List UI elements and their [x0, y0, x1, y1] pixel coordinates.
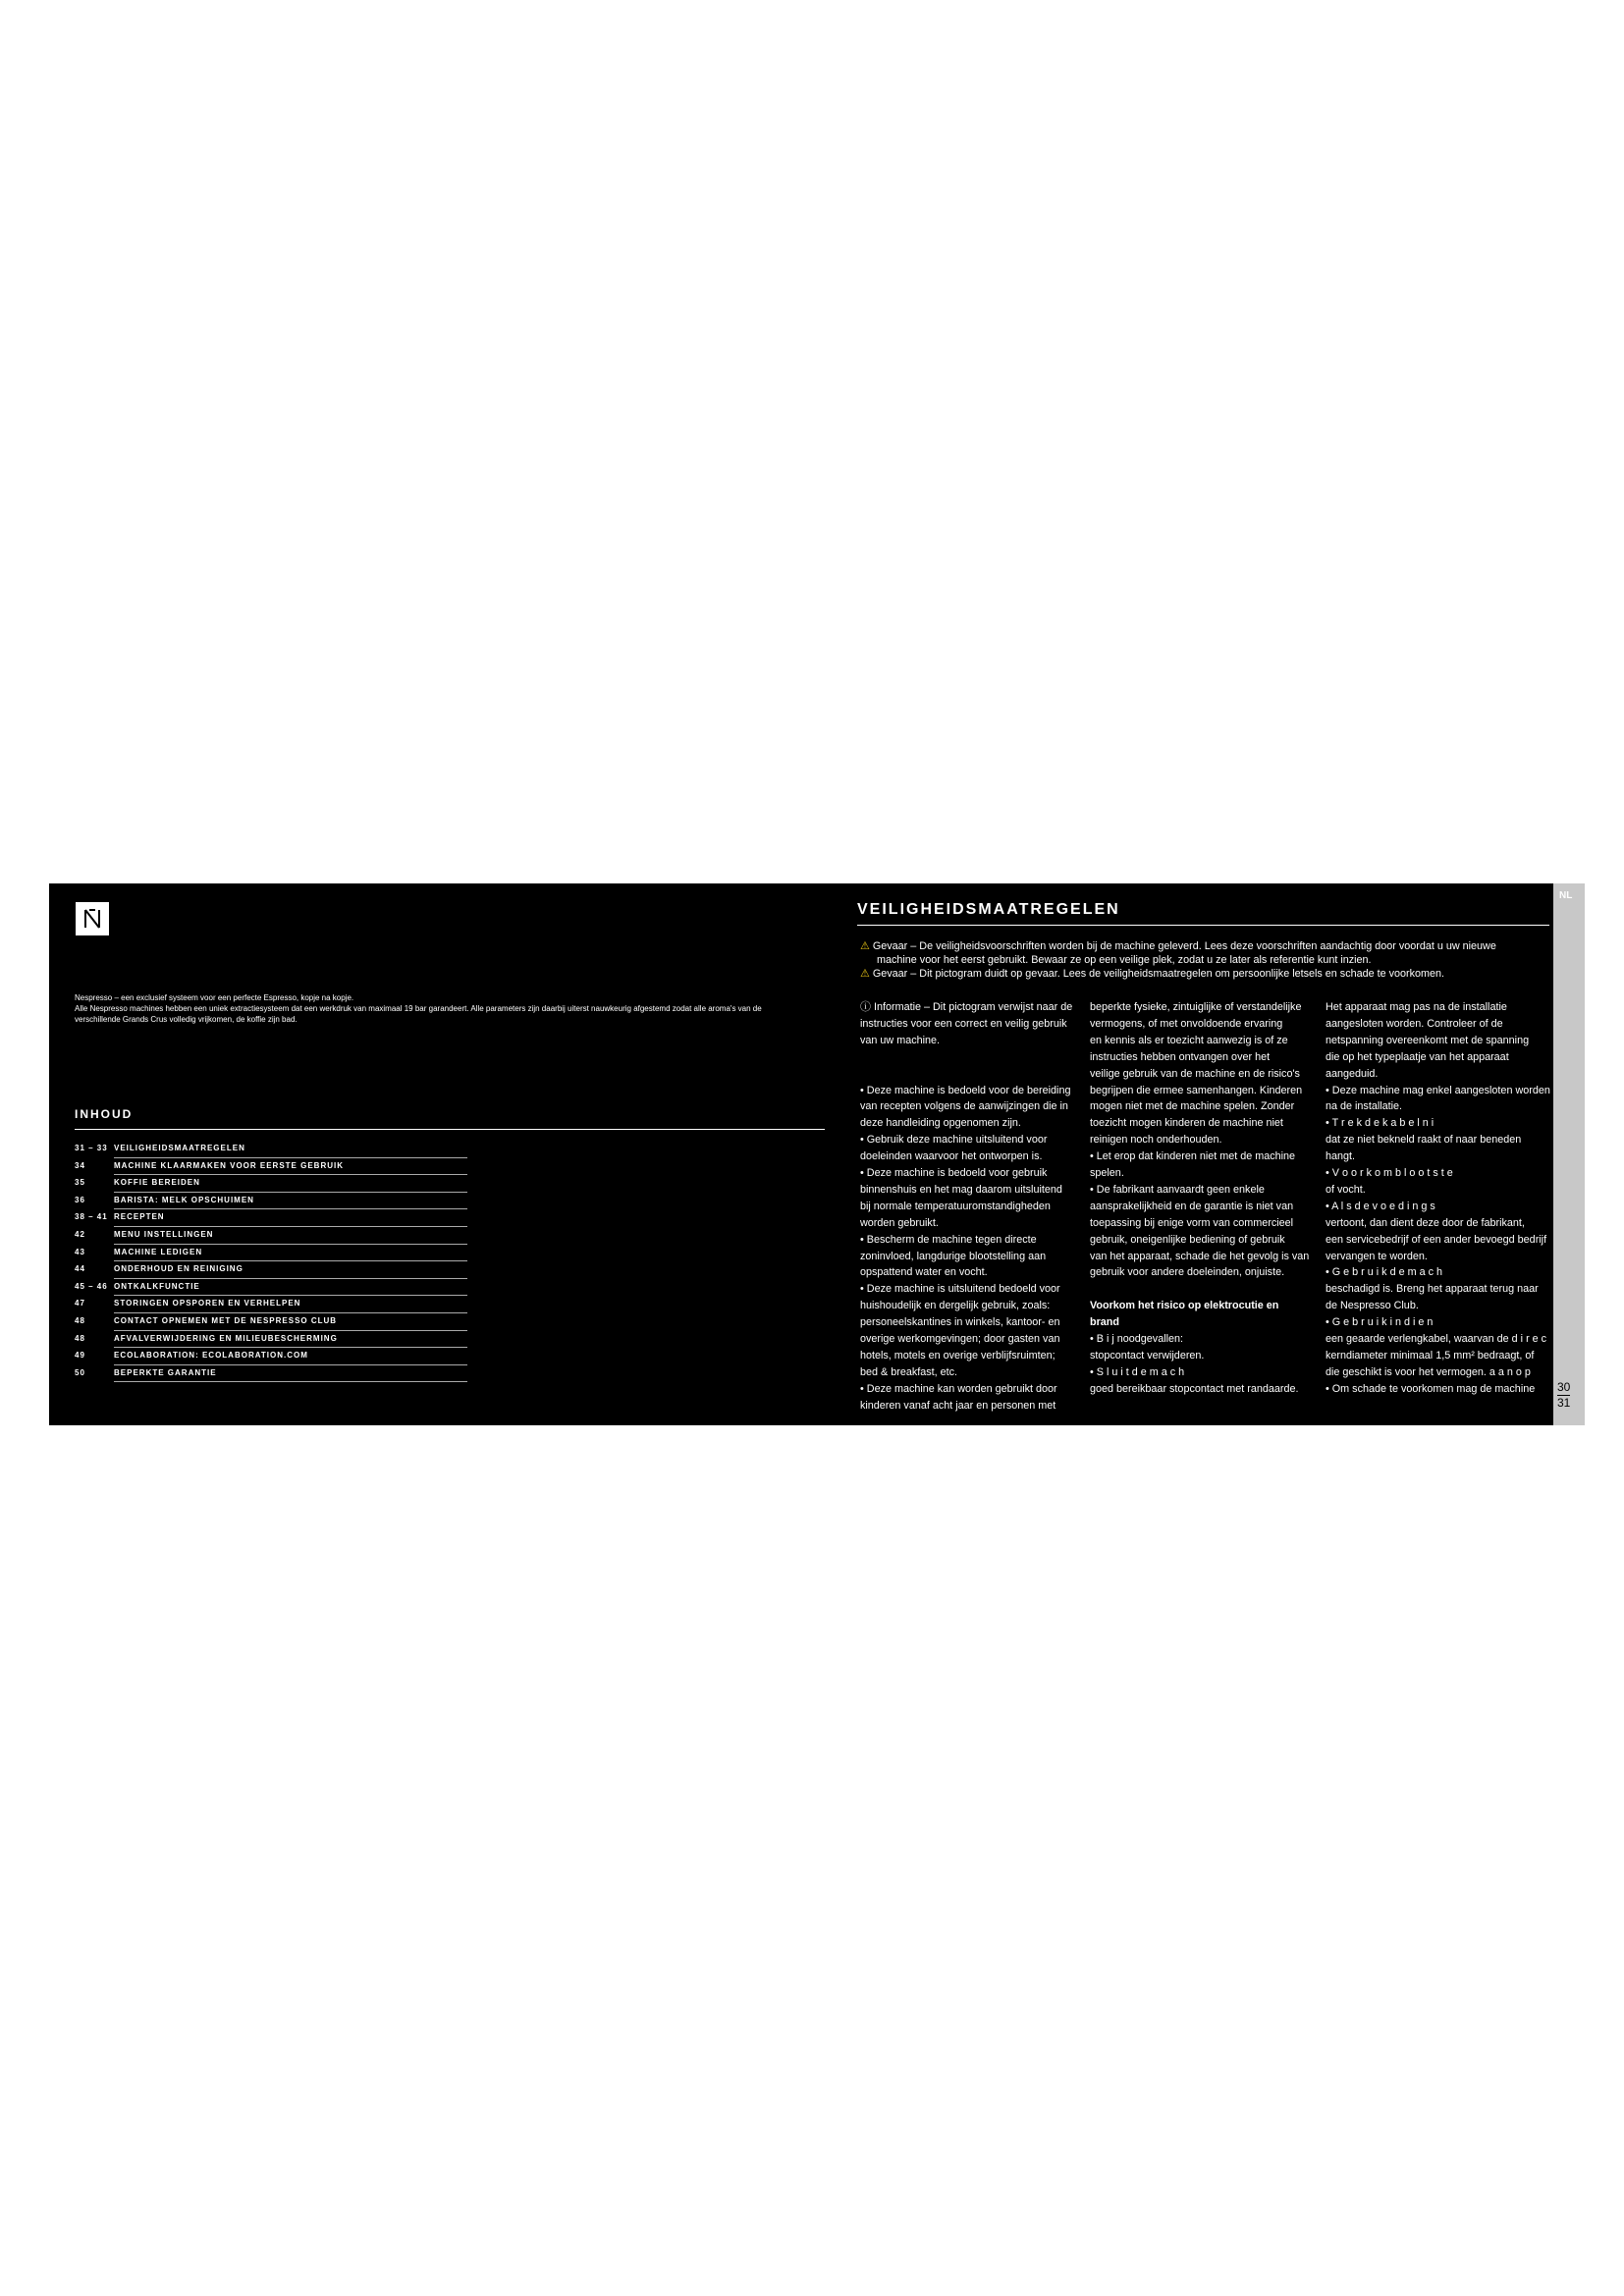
col2-line: • Let erop dat kinderen niet met de machine [1090, 1150, 1296, 1163]
col3-line: • A l s d e v o e d i n g s [1326, 1200, 1435, 1212]
col2-line: van het apparaat, schade die het gevolg is van [1090, 1250, 1310, 1262]
col3-line: aangeduid. [1326, 1067, 1379, 1080]
col2-line: vermogens, of met onvoldoende ervaring [1090, 1017, 1283, 1030]
section-title: VEILIGHEIDSMAATREGELEN [857, 901, 1120, 918]
col2-line: en kennis als er toezicht aanwezig is of ze [1090, 1034, 1288, 1046]
toc-entry: CONTACT OPNEMEN MET DE NESPRESSO CLUB [114, 1315, 338, 1325]
toc-row [75, 1261, 467, 1279]
col1-line: • Deze machine is uitsluitend bedoeld voor [860, 1283, 1060, 1296]
info-icon: ⓘ [860, 1001, 871, 1013]
toc-row [75, 1227, 467, 1245]
col2-line: gebruik, oneigenlijke bediening of gebruik [1090, 1233, 1285, 1246]
toc-row [75, 1348, 467, 1365]
toc-entry: ONDERHOUD EN REINIGING [114, 1264, 244, 1274]
col2-line: goed bereikbaar stopcontact met randaarde. [1090, 1382, 1299, 1395]
col3-line: Het apparaat mag pas na de installatie [1326, 1001, 1507, 1013]
toc-page: 35 [75, 1178, 85, 1188]
toc-row [75, 1209, 467, 1227]
col3-line: • V o o r k o m b l o o t s t e [1326, 1167, 1453, 1179]
info-text: Informatie – Dit pictogram verwijst naar de [874, 1001, 1073, 1013]
toc-page: 36 [75, 1195, 85, 1204]
toc-entry: ONTKALKFUNCTIE [114, 1281, 200, 1291]
col1-line: binnenshuis en het mag daarom uitsluitend [860, 1183, 1062, 1196]
col3-line: • Om schade te voorkomen mag de machine [1326, 1382, 1536, 1395]
toc-page: 31 – 33 [75, 1144, 108, 1152]
col1-line: • Deze machine is bedoeld voor de bereiding [860, 1084, 1071, 1096]
toc-entry: MENU INSTELLINGEN [114, 1229, 214, 1239]
toc-row [75, 1331, 467, 1349]
col3-line: • T r e k d e k a b e l n i [1326, 1117, 1435, 1130]
col2-line: stopcontact verwijderen. [1090, 1349, 1205, 1362]
col2-line: gebruik voor andere doeleinden, onjuiste. [1090, 1266, 1285, 1279]
toc-page: 47 [75, 1299, 85, 1308]
col1-line: kinderen vanaf acht jaar en personen met [860, 1399, 1056, 1412]
col3-line: • G e b r u i k i n d i e n [1326, 1316, 1434, 1329]
col2-line: • S l u i t d e m a c h [1090, 1365, 1185, 1378]
toc-page: 45 – 46 [75, 1281, 108, 1291]
col2-line: Voorkom het risico op elektrocutie en [1090, 1300, 1279, 1312]
col2-line: veilige gebruik van de machine en de risico's [1090, 1067, 1300, 1080]
col3-line: netspanning overeenkomt met de spanning [1326, 1034, 1530, 1046]
toc-row [75, 1296, 467, 1313]
col3-line: vervangen te worden. [1326, 1250, 1428, 1262]
warning-line [860, 939, 1496, 953]
toc-entry: KOFFIE BEREIDEN [114, 1178, 200, 1188]
col3-line: • G e b r u i k d e m a c h [1326, 1266, 1442, 1279]
toc-row [75, 1365, 467, 1383]
warning-text: machine voor het eerst gebruikt. Bewaar ze op een veilige plek, zodat u ze later als referentie kunt inzien. [877, 954, 1372, 966]
col3-line: die op het typeplaatje van het apparaat [1326, 1050, 1509, 1063]
col2-line: mogen niet met de machine spelen. Zonder [1090, 1100, 1295, 1113]
col1-line: personeelskantines in winkels, kantoor- en [860, 1316, 1060, 1329]
toc-entry: BARISTA: MELK OPSCHUIMEN [114, 1195, 254, 1204]
col1-line: van uw machine. [860, 1034, 941, 1046]
col3-line: aangesloten worden. Controleer of de [1326, 1017, 1503, 1030]
warning-text: Gevaar – Dit pictogram duidt op gevaar. Lees de veiligheidsmaatregelen om persoonlijke letsels en schade te voorkomen. [872, 968, 1445, 980]
warning-triangle-icon: ⚠ [860, 940, 870, 952]
col3-line: hangt. [1326, 1150, 1356, 1163]
toc-entry: MACHINE LEDIGEN [114, 1247, 203, 1256]
col3-line: een servicebedrijf of een ander bevoegd bedrijf [1326, 1233, 1547, 1246]
warning-line [860, 967, 1444, 981]
toc-row [75, 1193, 467, 1210]
toc-row [75, 1158, 467, 1176]
toc-row [75, 1279, 467, 1297]
col2-line: aansprakelijkheid en de garantie is niet van [1090, 1200, 1294, 1212]
toc-entry: RECEPTEN [114, 1212, 165, 1222]
col1-line: zoninvloed, langdurige blootstelling aan [860, 1250, 1047, 1262]
col3-line: na de installatie. [1326, 1100, 1403, 1113]
col1-line: instructies voor een correct en veilig gebruik [860, 1017, 1067, 1030]
toc-entry: STORINGEN OPSPOREN EN VERHELPEN [114, 1299, 301, 1308]
col3-line: kerndiameter minimaal 1,5 mm² bedraagt, of [1326, 1349, 1535, 1362]
toc-entry: ECOLABORATION: ECOLABORATION.COM [114, 1351, 308, 1361]
col1-line: • Gebruik deze machine uitsluitend voor [860, 1134, 1048, 1147]
col1-line: opspattend water en vocht. [860, 1266, 988, 1279]
toc-page: 49 [75, 1351, 85, 1361]
toc-page: 48 [75, 1315, 85, 1325]
toc-page: 50 [75, 1367, 85, 1377]
page-number: 31 [1557, 1396, 1571, 1410]
table-of-contents [75, 1141, 467, 1382]
toc-page: 48 [75, 1333, 85, 1343]
col1-line: • Bescherm de machine tegen directe [860, 1233, 1037, 1246]
toc-entry: VEILIGHEIDSMAATREGELEN [114, 1144, 245, 1152]
intro-line: verschillende Grands Crus volledig vrijkomen, de koffie zijn bad. [75, 1015, 298, 1024]
col2-line: toezicht mogen kinderen de machine niet [1090, 1117, 1283, 1130]
col1-line [860, 1000, 1072, 1014]
page-numbers [1557, 1380, 1570, 1411]
col3-line: dat ze niet bekneld raakt of naar beneden [1326, 1134, 1522, 1147]
warning-triangle-icon: ⚠ [860, 968, 870, 980]
col3-line: beschadigd is. Breng het apparaat terug naar [1326, 1283, 1539, 1296]
toc-row [75, 1313, 467, 1331]
col1-line: huishoudelijk en dergelijk gebruik, zoals: [860, 1300, 1051, 1312]
language-label: NL [1559, 890, 1573, 901]
toc-title: INHOUD [75, 1107, 134, 1121]
col3-line: vertoont, dan dient deze door de fabrikant, [1326, 1216, 1525, 1229]
toc-entry: BEPERKTE GARANTIE [114, 1367, 217, 1377]
toc-row [75, 1141, 467, 1158]
col2-line: spelen. [1090, 1167, 1124, 1179]
toc-row [75, 1245, 467, 1262]
toc-page: 43 [75, 1247, 85, 1256]
col2-line: • De fabrikant aanvaardt geen enkele [1090, 1183, 1265, 1196]
col2-line: begrijpen die ermee samenhangen. Kinderen [1090, 1084, 1303, 1096]
manual-spread [49, 883, 1585, 1425]
col3-line: die geschikt is voor het vermogen. a a n o p [1326, 1365, 1531, 1378]
col2-line: beperkte fysieke, zintuiglijke of verstandelijke [1090, 1001, 1302, 1013]
col3-line: • Deze machine mag enkel aangesloten worden [1326, 1084, 1550, 1096]
col1-line: • Deze machine is bedoeld voor gebruik [860, 1167, 1048, 1179]
toc-entry: AFVALVERWIJDERING EN MILIEUBESCHERMING [114, 1333, 338, 1343]
warning-text: Gevaar – De veiligheidsvoorschriften worden bij de machine geleverd. Lees deze voorschriften aandachtig door voordat u uw nieuwe [872, 940, 1496, 952]
col1-line: deze handleiding opgenomen zijn. [860, 1117, 1021, 1130]
col1-line: van recepten volgens de aanwijzingen die in [860, 1100, 1068, 1113]
col1-line: bed & breakfast, etc. [860, 1365, 958, 1378]
col1-line: overige werkomgevingen; door gasten van [860, 1333, 1060, 1345]
col1-line: bij normale temperatuuromstandigheden [860, 1200, 1051, 1212]
col1-line: hotels, motels en overige verblijfsruimten; [860, 1349, 1056, 1362]
col3-line: een geaarde verlengkabel, waarvan de d i r e c [1326, 1333, 1547, 1345]
language-tab [1553, 883, 1585, 1425]
col2-line: brand [1090, 1316, 1119, 1329]
intro-text [75, 992, 821, 1025]
col2-line: • B i j noodgevallen: [1090, 1333, 1184, 1345]
col3-line: de Nespresso Club. [1326, 1300, 1419, 1312]
col1-line: worden gebruikt. [860, 1216, 939, 1229]
col2-line: instructies hebben ontvangen over het [1090, 1050, 1271, 1063]
toc-page: 38 – 41 [75, 1212, 108, 1222]
toc-page: 34 [75, 1160, 85, 1170]
col2-line: reinigen noch onderhouden. [1090, 1134, 1222, 1147]
col1-line: doeleinden waarvoor het ontworpen is. [860, 1150, 1043, 1163]
page-number: 30 [1557, 1380, 1571, 1394]
col3-line: of vocht. [1326, 1183, 1366, 1196]
toc-entry: MACHINE KLAARMAKEN VOOR EERSTE GEBRUIK [114, 1160, 345, 1170]
intro-line: Nespresso – een exclusief systeem voor een perfecte Espresso, kopje na kopje. [75, 993, 354, 1002]
nespresso-logo [76, 902, 109, 935]
toc-page: 42 [75, 1229, 85, 1239]
divider [75, 1129, 825, 1130]
toc-row [75, 1175, 467, 1193]
intro-line: Alle Nespresso machines hebben een uniek extractiesysteem dat een werkdruk van maximaal 19 bar garandeert. Alle parameters zijn daarbij uiterst nauwkeurig afgestemd zodat alle aroma's van de [75, 1004, 762, 1013]
col1-line: • Deze machine kan worden gebruikt door [860, 1382, 1057, 1395]
divider [857, 925, 1549, 926]
col2-line: toepassing bij enige vorm van commercieel [1090, 1216, 1294, 1229]
toc-page: 44 [75, 1264, 85, 1274]
